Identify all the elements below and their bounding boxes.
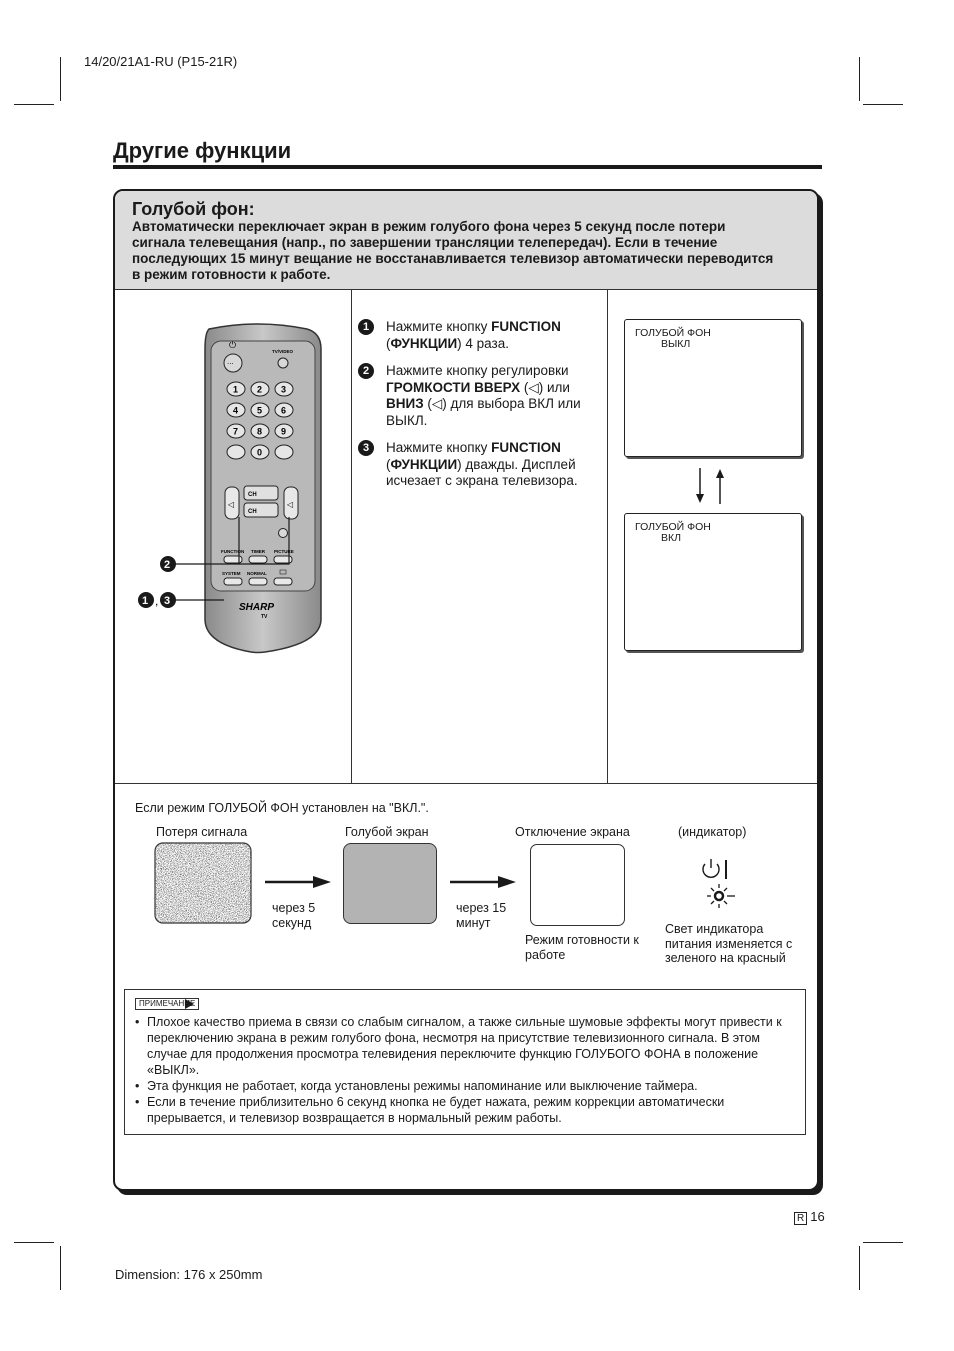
system-label: SYSTEM: [222, 571, 241, 576]
step-text: Нажмите кнопку: [386, 319, 492, 334]
step-text: Нажмите кнопку: [386, 440, 492, 455]
toggle-arrows-icon: [690, 466, 730, 506]
brand-logo: SHARP: [239, 602, 275, 613]
normal-label: NORMAL: [247, 571, 267, 576]
section-intro: Автоматически переключает экран в режим голубого фона через 5 секунд после потери сигнала телевещания (напр., по завершении трансляции телепередач). Если в течение последующих 15 минут вещание не восстанавливается телевизор автоматически переводится в режим готовности к работе.: [132, 219, 774, 282]
system-button: [224, 578, 242, 585]
title-rule: [113, 165, 822, 169]
static-noise-screen: [154, 842, 252, 924]
section-header: [115, 191, 817, 290]
power-indicator-icon: [697, 858, 737, 918]
svg-text:3: 3: [164, 595, 171, 607]
svg-text:,: ,: [155, 594, 159, 608]
step-number: 2: [358, 363, 374, 379]
osd-screen-on: [624, 513, 802, 651]
brand-sub: TV: [261, 614, 268, 620]
flow-col-title: Потеря сигнала: [156, 825, 248, 839]
blue-screen: [343, 843, 437, 924]
indicator-caption: Свет индикатора питания изменяется с зеленого на красный: [665, 922, 793, 965]
side-button: [275, 445, 293, 459]
digit-label: 4: [233, 405, 239, 416]
step-bold: FUNCTION: [491, 319, 561, 334]
mute-button: [279, 529, 288, 538]
svg-text:◁: ◁: [228, 500, 235, 509]
side-button: [227, 445, 245, 459]
flow-col-title: (индикатор): [678, 825, 747, 839]
note-tag: ПРИМЕЧАНИЕ: [135, 998, 199, 1010]
column-divider: [607, 290, 608, 783]
crop-mark: [859, 1246, 860, 1290]
timer-label: TIMER: [251, 549, 265, 554]
timer-button: [249, 556, 267, 563]
crop-mark: [60, 1246, 61, 1290]
arrow-label: через 15 минут: [456, 901, 507, 930]
step-bold: FUNCTION: [491, 440, 561, 455]
crop-mark: [14, 104, 54, 105]
digit-label: 1: [233, 384, 239, 395]
step-text: (: [386, 456, 391, 472]
row-divider: [115, 783, 817, 784]
normal-button: [249, 578, 267, 585]
digit-label: 9: [281, 426, 287, 437]
digit-label: 8: [257, 426, 263, 437]
note-item: • Плохое качество приема в связи со слабым сигналом, а также сильные шумовые эффекты могут привести к переключению экрана в режим голубого фона, несмотря на присутствие телевизионного сигнала. В этом случае для продолжения просмотра телевидения переключите функцию ГОЛУБОГО ФОНА в положение «ВЫКЛ».: [135, 1014, 795, 1078]
footer-dimension: Dimension: 176 x 250mm: [115, 1267, 263, 1282]
step-number: 3: [358, 440, 374, 456]
osd-line-2: ВКЛ: [661, 532, 682, 544]
page-number-value: 16: [810, 1209, 825, 1224]
step-bold: ФУНКЦИИ: [390, 335, 458, 351]
column-divider: [351, 290, 352, 783]
tvvideo-button: [278, 358, 288, 368]
crop-mark: [859, 57, 860, 101]
flow-col-title: Голубой экран: [345, 825, 429, 839]
digit-label: 7: [233, 426, 239, 437]
ch-label-up: CH: [248, 492, 257, 498]
document-code: 14/20/21A1-RU (P15-21R): [84, 54, 238, 69]
step-bold: ВНИЗ: [386, 396, 424, 411]
digit-label: 2: [257, 384, 263, 395]
picture-label: PICTURE: [274, 549, 294, 554]
step-text: (◁) для выбора ВКЛ или ВЫКЛ.: [386, 396, 581, 428]
osd-line-1: ГОЛУБОЙ ФОН: [635, 327, 711, 339]
svg-text:1: 1: [142, 595, 149, 607]
digit-label: 3: [281, 384, 287, 395]
note-item: • Если в течение приблизительно 6 секунд кнопка не будет нажата, режим коррекции автоматически прерывается, и телевизор возвращается в нормальный режим работы.: [135, 1094, 795, 1126]
arrow-label: через 5 секунд: [272, 901, 316, 930]
svg-text:2: 2: [164, 559, 171, 571]
note-item: • Эта функция не работает, когда установлены режимы напоминание или выключение таймера.: [135, 1078, 795, 1094]
crop-mark: [863, 104, 903, 105]
page-number: [794, 1209, 825, 1225]
crop-mark: [14, 1242, 54, 1243]
remote-control-illustration: [125, 319, 340, 659]
digit-label: 5: [257, 405, 263, 416]
step-number: 1: [358, 319, 374, 335]
digit-label: 0: [257, 447, 263, 458]
step-text: ) дважды. Дисплей исчезает с экрана телевизора.: [386, 456, 578, 488]
step-2: [361, 363, 601, 429]
crop-mark: [863, 1242, 903, 1243]
step-bold: ГРОМКОСТИ ВВЕРХ: [386, 379, 521, 395]
digit-label: 6: [281, 405, 287, 416]
page-title: Другие функции: [113, 138, 292, 163]
flow-col-title: Отключение экрана: [515, 825, 630, 839]
ch-label-down: CH: [248, 509, 257, 515]
svg-text:◁: ◁: [287, 500, 294, 509]
step-text: ) 4 раза.: [457, 335, 509, 351]
power-icon: ⏻: [229, 341, 237, 351]
osd-screen-off: [624, 319, 802, 457]
note-list: [135, 1014, 795, 1126]
function-label: FUNCTION: [221, 549, 245, 554]
standby-screen: [530, 844, 625, 926]
arrow-right-icon: [448, 875, 518, 889]
note-box: [124, 989, 806, 1135]
sound-button: [274, 578, 292, 585]
svg-text:···: ···: [227, 360, 234, 368]
step-text: (◁) или: [520, 379, 570, 395]
step-3: [361, 440, 601, 490]
arrow-right-icon: [263, 875, 333, 889]
osd-line-1: ГОЛУБОЙ ФОН: [635, 521, 711, 533]
flow-intro: Если режим ГОЛУБОЙ ФОН установлен на "ВКЛ.".: [135, 801, 429, 815]
tvvideo-label: TV/VIDEO: [272, 349, 294, 354]
region-mark: R: [794, 1212, 807, 1225]
step-text: (: [386, 335, 391, 351]
crop-mark: [60, 57, 61, 101]
section-title: Голубой фон:: [132, 199, 255, 219]
osd-line-2: ВЫКЛ: [661, 338, 691, 350]
blue-background-section: [113, 189, 819, 1191]
note-tag-arrow-icon: [185, 999, 194, 1009]
standby-caption: Режим готовности к работе: [525, 933, 639, 962]
step-bold: ФУНКЦИИ: [390, 456, 458, 472]
step-1: [361, 319, 601, 352]
step-text: Нажмите кнопку регулировки: [386, 363, 569, 378]
